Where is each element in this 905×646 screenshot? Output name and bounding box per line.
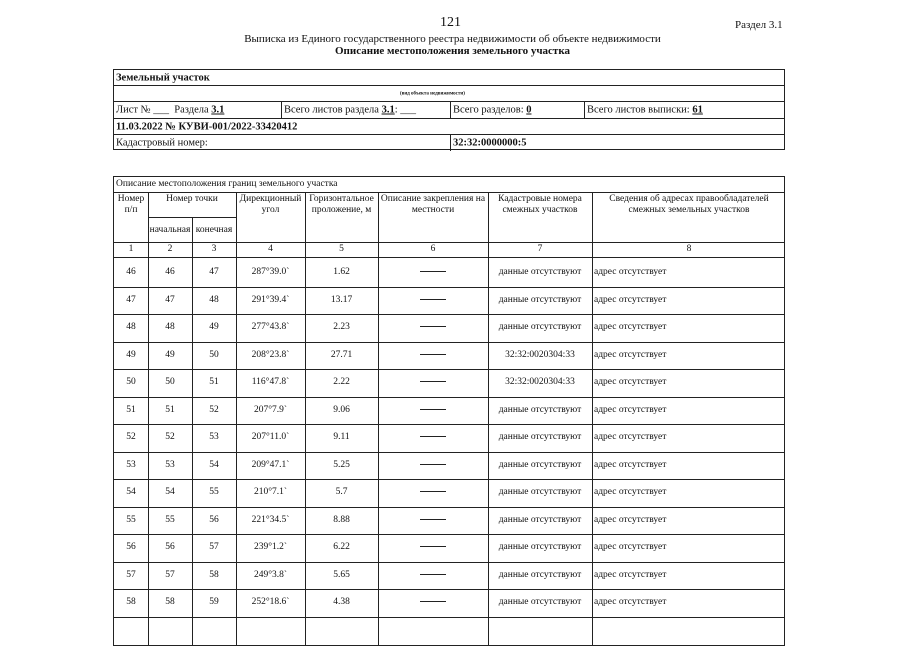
dash-mark — [420, 354, 446, 355]
directional-angle: 291°39.4` — [251, 294, 290, 305]
col-number: 2 — [167, 244, 173, 254]
owner-address: адрес отсутствует — [594, 404, 667, 415]
total-sheets-label: Всего листов выписки: — [587, 104, 690, 116]
directional-angle: 287°39.0` — [251, 267, 290, 278]
row-number: 46 — [126, 267, 136, 278]
page-number: 121 — [440, 15, 461, 30]
sheet-info-divider — [281, 102, 282, 118]
neighbor-cadastral: данные отсутствуют — [498, 294, 582, 305]
start-point: 53 — [165, 459, 175, 470]
row-number: 50 — [126, 377, 136, 388]
start-point: 47 — [165, 294, 175, 305]
col-number: 3 — [211, 244, 217, 254]
row-number: 58 — [126, 597, 136, 608]
start-point: 58 — [165, 597, 175, 608]
dash-mark — [420, 381, 446, 382]
owner-address: адрес отсутствует — [594, 432, 667, 443]
owner-address: адрес отсутствует — [594, 542, 667, 553]
owner-address: адрес отсутствует — [594, 294, 667, 305]
directional-angle: 116°47.8` — [251, 377, 290, 388]
cadastral-row — [114, 135, 784, 151]
section-field-value: 3.1 — [211, 104, 225, 116]
col-number: 8 — [686, 244, 692, 254]
start-point: 46 — [165, 267, 175, 278]
header-angle: Дирекционный угол — [239, 194, 302, 215]
directional-angle: 208°23.8` — [251, 349, 290, 360]
document-title: Выписка из Единого государственного реестра недвижимости об объекте недвижимости — [244, 33, 661, 45]
start-point: 50 — [165, 377, 175, 388]
dash-mark — [420, 546, 446, 547]
end-point: 53 — [209, 432, 219, 443]
boundary-table-title: Описание местоположения границ земельного участка — [116, 179, 338, 189]
boundary-table — [113, 176, 785, 646]
row-number: 53 — [126, 459, 136, 470]
directional-angle: 210°7.1` — [253, 487, 288, 498]
cadastral-number: 32:32:0000000:5 — [453, 137, 527, 149]
header-point-number: Номер точки — [166, 193, 218, 204]
directional-angle: 209°47.1` — [251, 459, 290, 470]
header-fixing: Описание закрепления на местности — [380, 194, 486, 215]
object-type-row — [114, 70, 784, 86]
total-sections-text — [453, 105, 531, 116]
start-point: 57 — [165, 569, 175, 580]
dash-mark — [420, 574, 446, 575]
row-divider — [114, 617, 784, 618]
object-type-note: (вид объекта недвижимости) — [400, 91, 465, 96]
neighbor-cadastral: данные отсутствуют — [498, 487, 582, 498]
object-type-note-row — [114, 86, 784, 102]
total-sheets-section-value: 3.1 — [381, 104, 395, 116]
dash-mark — [420, 464, 446, 465]
col-number: 4 — [268, 244, 273, 254]
row-number: 47 — [126, 294, 136, 305]
neighbor-cadastral: данные отсутствуют — [498, 514, 582, 525]
cadastral-label: Кадастровый номер: — [116, 137, 208, 149]
end-point: 47 — [209, 267, 219, 278]
total-sheets-section-label: Всего листов раздела — [284, 104, 379, 116]
end-point: 55 — [209, 487, 219, 498]
owner-address: адрес отсутствует — [594, 377, 667, 388]
owner-address: адрес отсутствует — [594, 487, 667, 498]
col-number: 7 — [537, 244, 543, 254]
header-owners: Сведения об адресах правообладателей смежных земельных участков — [609, 194, 769, 215]
neighbor-cadastral: данные отсутствуют — [498, 459, 582, 470]
neighbor-cadastral: данные отсутствуют — [498, 322, 582, 333]
col-number: 1 — [128, 244, 134, 254]
start-point: 51 — [165, 404, 175, 415]
dash-mark — [420, 326, 446, 327]
column-number-divider — [114, 257, 784, 258]
horizontal-length: 27.71 — [330, 349, 353, 360]
neighbor-cadastral: данные отсутствуют — [498, 267, 582, 278]
header-start-point: начальная — [149, 224, 191, 235]
sheet-info-row — [114, 102, 784, 119]
neighbor-cadastral: данные отсутствуют — [498, 432, 582, 443]
total-sections-value: 0 — [526, 104, 532, 116]
end-point: 56 — [209, 514, 219, 525]
cadastral-divider — [450, 135, 451, 151]
horizontal-length: 13.17 — [330, 294, 353, 305]
start-point: 52 — [165, 432, 175, 443]
date-number-row — [114, 119, 784, 135]
object-type: Земельный участок — [116, 72, 210, 83]
dash-mark — [420, 519, 446, 520]
dash-mark — [420, 271, 446, 272]
horizontal-length: 8.88 — [333, 514, 350, 525]
owner-address: адрес отсутствует — [594, 597, 667, 608]
neighbor-cadastral: 32:32:0020304:33 — [505, 377, 575, 388]
directional-angle: 207°7.9` — [253, 404, 288, 415]
row-number: 57 — [126, 569, 136, 580]
directional-angle: 207°11.0` — [251, 432, 290, 443]
directional-angle: 277°43.8` — [251, 322, 290, 333]
horizontal-length: 2.23 — [333, 322, 350, 333]
row-number: 49 — [126, 349, 136, 360]
object-info-box — [113, 69, 785, 150]
end-point: 57 — [209, 542, 219, 553]
document-subtitle: Описание местоположения земельного участка — [334, 45, 571, 57]
end-point: 54 — [209, 459, 219, 470]
end-point: 50 — [209, 349, 219, 360]
sheet-info-divider — [450, 102, 451, 118]
dash-mark — [420, 491, 446, 492]
horizontal-length: 6.22 — [333, 542, 350, 553]
sheet-info-divider — [584, 102, 585, 118]
row-number: 51 — [126, 404, 136, 415]
neighbor-cadastral: 32:32:0020304:33 — [505, 349, 575, 360]
neighbor-cadastral: данные отсутствуют — [498, 404, 582, 415]
horizontal-length: 2.22 — [333, 377, 350, 388]
col-number: 6 — [430, 244, 436, 254]
directional-angle: 252°18.6` — [251, 597, 290, 608]
horizontal-length: 9.11 — [333, 432, 350, 443]
owner-address: адрес отсутствует — [594, 459, 667, 470]
directional-angle: 221°34.5` — [251, 514, 290, 525]
date-number: 11.03.2022 № КУВИ-001/2022-33420412 — [116, 121, 298, 132]
sheet-number-text: Лист № ___ Раздела 3.1 — [116, 104, 225, 116]
start-point: 55 — [165, 514, 175, 525]
header-neighbors: Кадастровые номера смежных участков — [498, 194, 582, 215]
end-point: 58 — [209, 569, 219, 580]
start-point: 54 — [165, 487, 175, 498]
horizontal-length: 1.62 — [333, 267, 350, 278]
directional-angle: 239°1.2` — [253, 542, 288, 553]
dash-mark — [420, 436, 446, 437]
total-sections-label: Всего разделов: — [453, 104, 524, 116]
end-point: 52 — [209, 404, 219, 415]
owner-address: адрес отсутствует — [594, 322, 667, 333]
section-field-label: Раздела — [174, 104, 209, 116]
end-point: 59 — [209, 597, 219, 608]
end-point: 49 — [209, 322, 219, 333]
total-sheets-text — [587, 105, 703, 116]
owner-address: адрес отсутствует — [594, 267, 667, 278]
header-end-point: конечная — [195, 224, 233, 235]
row-number: 54 — [126, 487, 136, 498]
owner-address: адрес отсутствует — [594, 514, 667, 525]
end-point: 48 — [209, 294, 219, 305]
end-point: 51 — [209, 377, 219, 388]
start-point: 56 — [165, 542, 175, 553]
row-number: 48 — [126, 322, 136, 333]
start-point: 48 — [165, 322, 175, 333]
owner-address: адрес отсутствует — [594, 569, 667, 580]
horizontal-length: 5.25 — [333, 459, 350, 470]
header-length: Горизонтальное проложение, м — [309, 194, 374, 215]
row-number: 56 — [126, 542, 136, 553]
total-sheets-section-text: Всего листов раздела 3.1: ___ — [284, 104, 416, 116]
row-number: 52 — [126, 432, 136, 443]
section-label: Раздел 3.1 — [735, 19, 783, 31]
neighbor-cadastral: данные отсутствуют — [498, 597, 582, 608]
horizontal-length: 9.06 — [333, 404, 350, 415]
neighbor-cadastral: данные отсутствуют — [498, 569, 582, 580]
start-point: 49 — [165, 349, 175, 360]
dash-mark — [420, 409, 446, 410]
row-number: 55 — [126, 514, 136, 525]
owner-address: адрес отсутствует — [594, 349, 667, 360]
horizontal-length: 5.65 — [333, 569, 350, 580]
column-divider — [378, 192, 379, 646]
sheet-label: Лист № — [116, 104, 151, 116]
horizontal-length: 5.7 — [335, 487, 348, 498]
header-num: Номер п/п — [117, 194, 145, 215]
dash-mark — [420, 601, 446, 602]
horizontal-length: 4.38 — [333, 597, 350, 608]
dash-mark — [420, 299, 446, 300]
total-sheets-value: 61 — [692, 104, 703, 116]
directional-angle: 249°3.8` — [253, 569, 288, 580]
col-number: 5 — [339, 244, 344, 254]
neighbor-cadastral: данные отсутствуют — [498, 542, 582, 553]
